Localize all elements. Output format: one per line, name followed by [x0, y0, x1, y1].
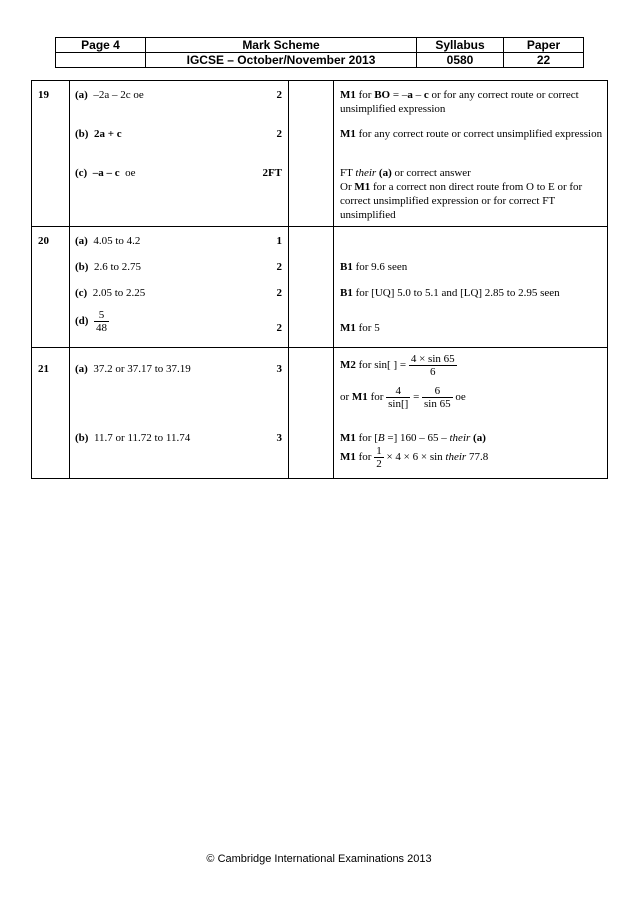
- mark-20b: 2: [276, 261, 282, 273]
- notes-19b: M1 for any correct route or correct unsimplified expression: [340, 128, 603, 140]
- column-divider: [288, 81, 289, 478]
- notes-19a: M1 for BO = –a – c or for any correct route or correct unsimplified expression: [340, 89, 579, 115]
- answer-19b: (b) 2a + c: [75, 128, 122, 140]
- answer-19a: (a) –2a – 2c oe: [75, 89, 144, 101]
- question-number: 21: [38, 363, 49, 375]
- mark-19c: 2FT: [262, 167, 282, 179]
- notes-20d: M1 for 5: [340, 322, 380, 334]
- mark-21b: 3: [276, 432, 282, 444]
- answer-21b: (b) 11.7 or 11.72 to 11.74: [75, 432, 191, 444]
- fraction-6-over-sin65: $\frac{6}{\sin 65}$: [424, 385, 451, 410]
- paper-code: 22: [504, 53, 584, 68]
- mark-20a: 1: [276, 235, 282, 247]
- syllabus-label: Syllabus: [417, 38, 504, 53]
- mark-20c: 2: [276, 287, 282, 299]
- fraction-5-48: $\frac{5}{48}$: [95, 309, 107, 334]
- answer-19c: (c) –a – c oe: [75, 167, 136, 179]
- mark-20d: 2: [276, 322, 282, 334]
- answer-21a: (a) 37.2 or 37.17 to 37.19: [75, 363, 191, 375]
- answer-20d: (d) $\frac{5}{48}$: [75, 309, 107, 334]
- notes-21b-line2: M1 for $\frac{1}{2}$ × 4 × 6 × sin their 77.8: [340, 445, 489, 470]
- answer-20a: (a) 4.05 to 4.2: [75, 235, 141, 247]
- notes-21a-m2: M2 for sin[ ] = $\frac{4 \times \sin 65}{6}$: [340, 353, 455, 378]
- syllabus-code: 0580: [417, 53, 504, 68]
- row-divider: [32, 226, 607, 227]
- row-divider: [32, 347, 607, 348]
- mark-scheme-title: Mark Scheme: [146, 38, 417, 53]
- answer-20c: (c) 2.05 to 2.25: [75, 287, 146, 299]
- mark-19a: 2: [276, 89, 282, 101]
- notes-20c: B1 for [UQ] 5.0 to 5.1 and [LQ] 2.85 to 2.95 seen: [340, 287, 560, 299]
- page-number: Page 4: [56, 38, 146, 53]
- paper-label: Paper: [504, 38, 584, 53]
- exam-session: IGCSE – October/November 2013: [146, 53, 417, 68]
- column-divider: [333, 81, 334, 478]
- mark-19b: 2: [276, 128, 282, 140]
- fraction-4-over-sin: $\frac{4}{\sin[]}$: [388, 385, 409, 410]
- mark-scheme-table: [31, 80, 608, 479]
- fraction-one-half: $\frac{1}{2}$: [376, 445, 382, 470]
- question-number: 20: [38, 235, 49, 247]
- header-table: [55, 37, 584, 68]
- header-blank: [56, 53, 146, 68]
- fraction-4sin65-over-6: $\frac{4 \times \sin 65}{6}$: [410, 353, 455, 378]
- column-divider: [69, 81, 70, 478]
- question-number: 19: [38, 89, 49, 101]
- copyright-footer: © Cambridge International Examinations 2013: [206, 853, 432, 865]
- answer-20b: (b) 2.6 to 2.75: [75, 261, 142, 273]
- mark-21a: 3: [276, 363, 282, 375]
- notes-21b-line1: M1 for [B =] 160 – 65 – their (a): [340, 432, 486, 444]
- notes-21a-m1: or M1 for $\frac{4}{\sin[]}$ = $\frac{6}{\sin 65}$ oe: [340, 385, 466, 410]
- notes-20b: B1 for 9.6 seen: [340, 261, 408, 273]
- notes-19c: FT their (a) or correct answer Or M1 for a correct non direct route from O to E or for correct unsimplified expression or for correct FT unsimplified: [340, 167, 583, 221]
